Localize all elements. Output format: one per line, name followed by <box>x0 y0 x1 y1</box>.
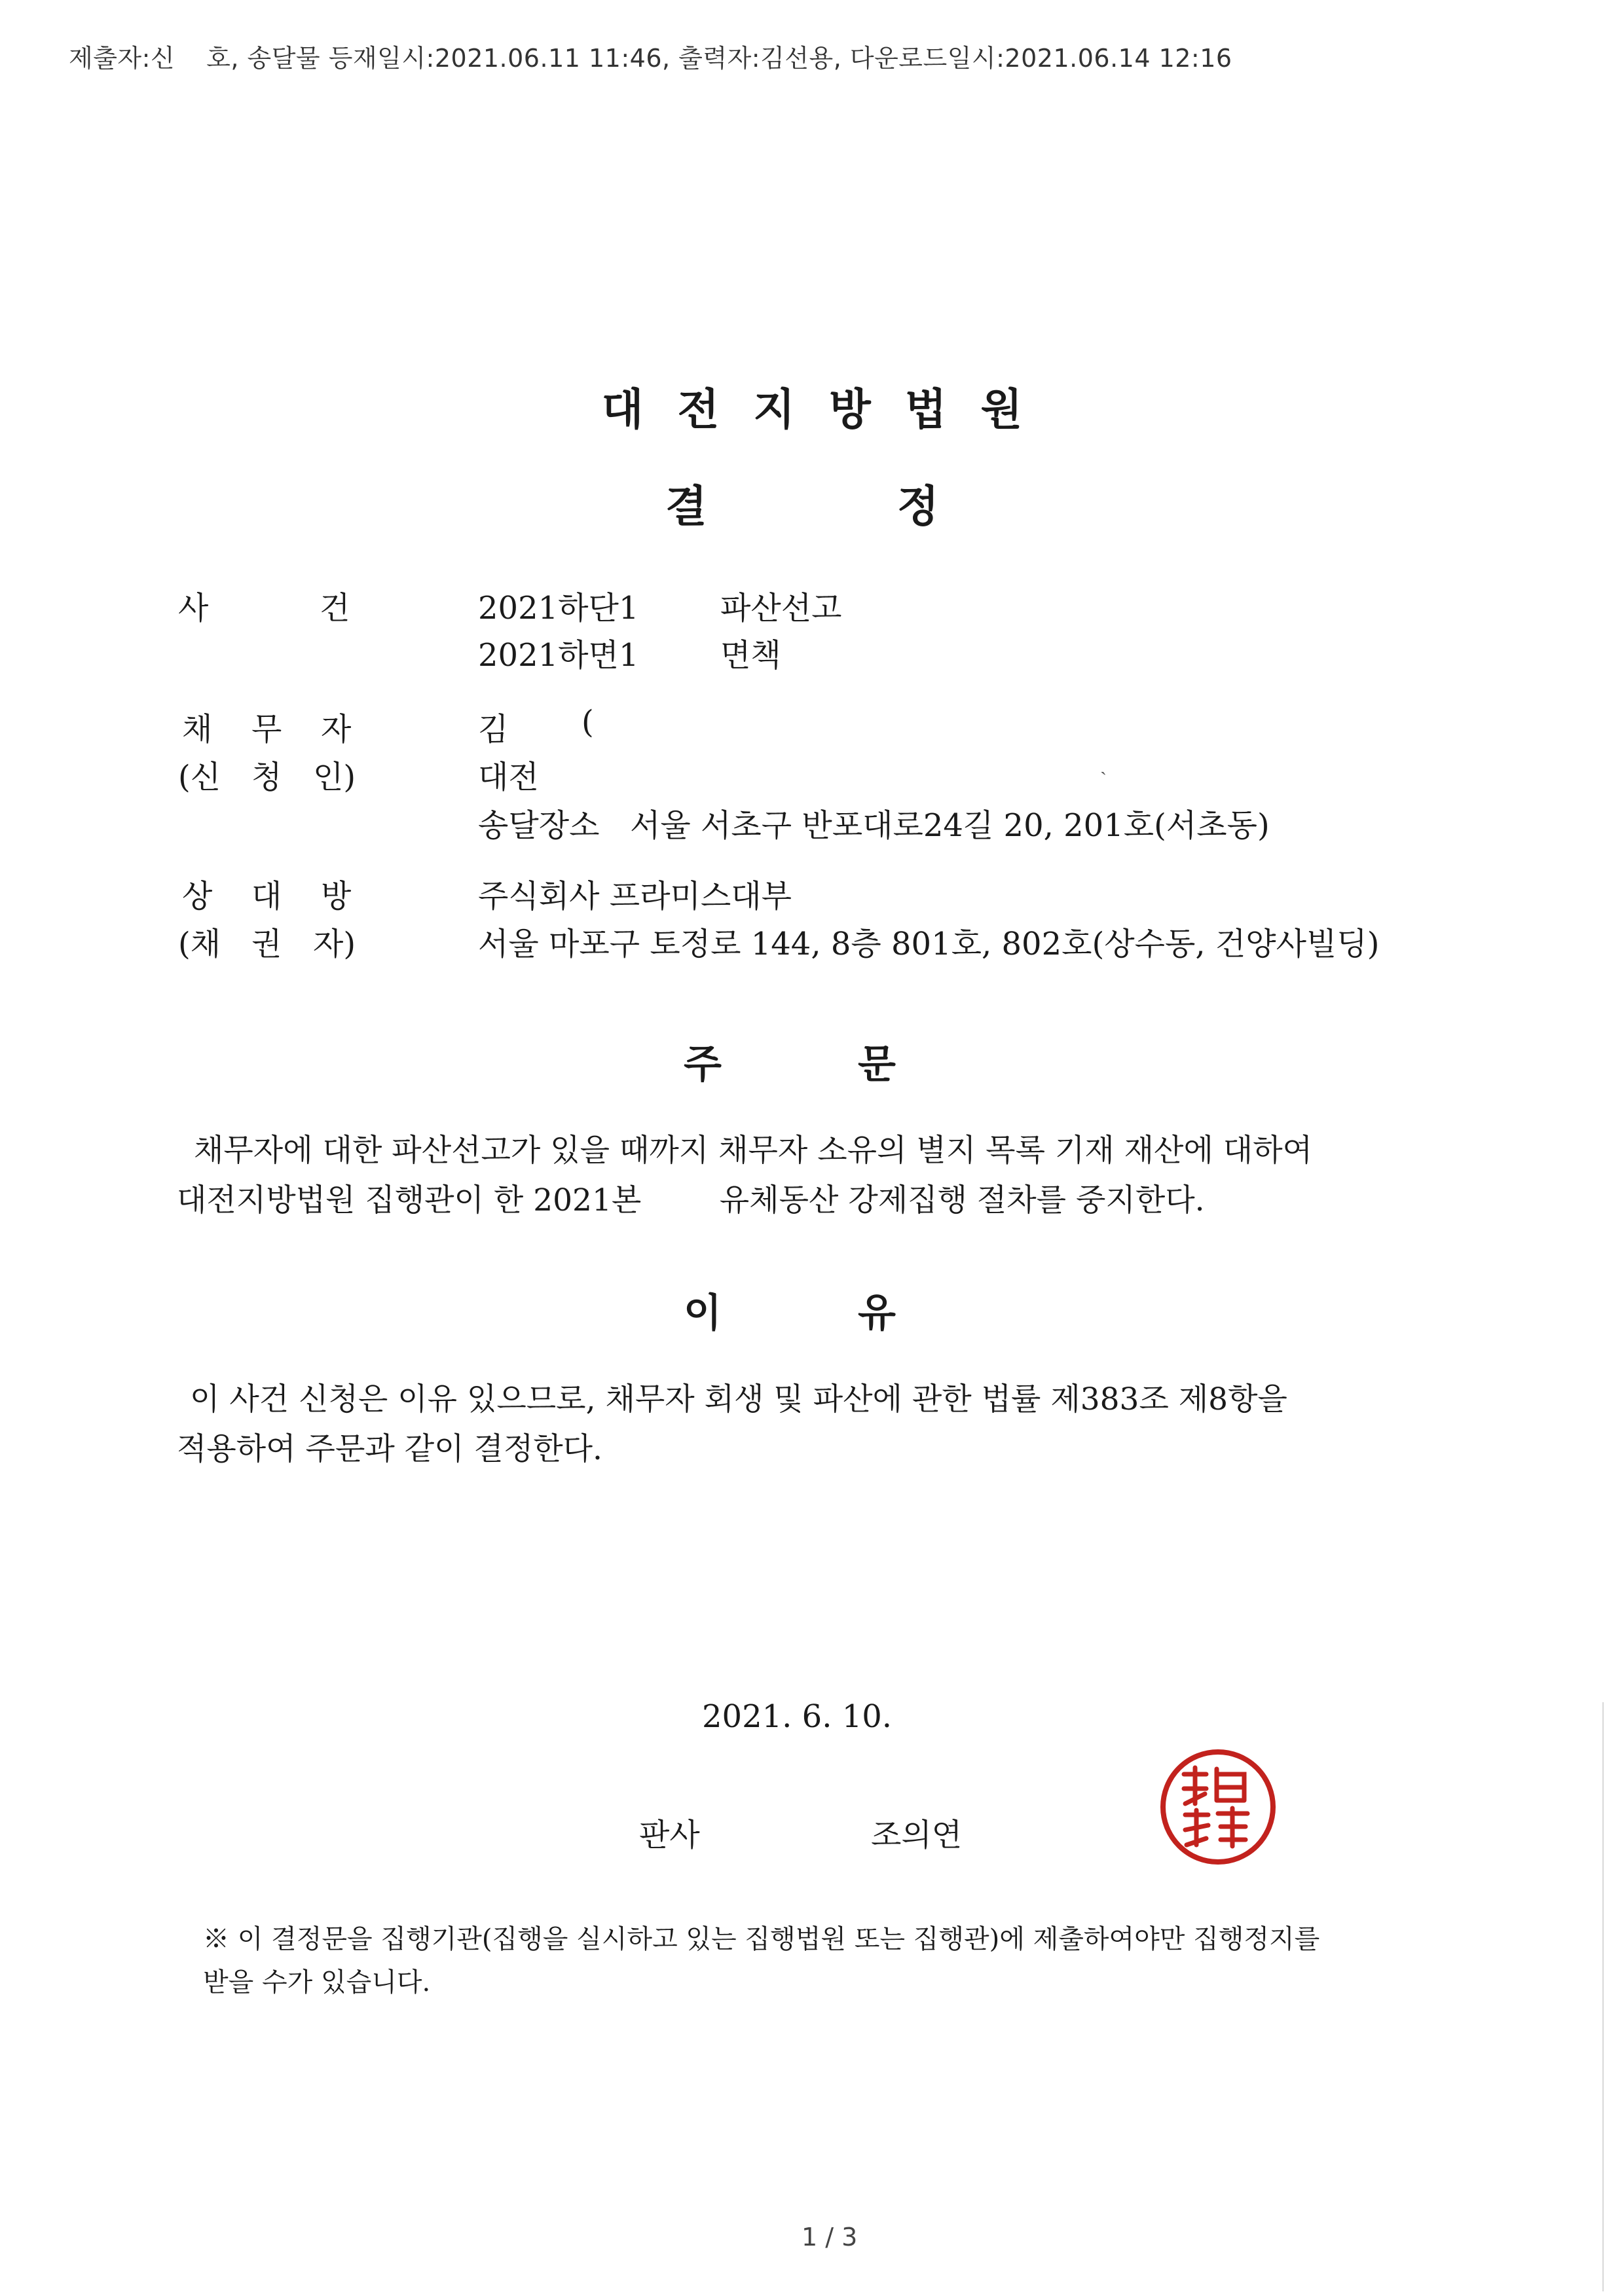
print-header <box>69 38 1232 74</box>
debtor-sublabel-2: 청 <box>251 759 282 795</box>
opponent-sublabel-3: 자) <box>313 926 356 962</box>
print-header-text: 호, 송달물 등재일시:2021.06.11 11:46, 출력자:김선용, 다운로드일시:2021.06.14 12:16 <box>206 44 1232 73</box>
case-number-1: 2021하단1 <box>478 590 639 627</box>
order-line-1: 채무자에 대한 파산선고가 있을 때까지 채무자 소유의 별지 목록 기재 재산에 대하여 <box>194 1133 1313 1169</box>
debtor-sublabel-3: 인) <box>313 759 356 795</box>
case-label-left: 사 <box>178 590 209 627</box>
reason-line-1: 이 사건 신청은 이유 있으므로, 채무자 회생 및 파산에 관한 법률 제383조 제8항을 <box>190 1381 1287 1417</box>
decision-date: 2021. 6. 10. <box>702 1698 893 1735</box>
scan-edge-line <box>1602 1702 1604 2291</box>
order-heading-left: 주 <box>684 1042 722 1087</box>
note-line-2: 받을 수가 있습니다. <box>203 1967 431 1997</box>
court-name: 대전지방법원 <box>601 384 1057 435</box>
opponent-label-1: 상 <box>182 878 213 915</box>
opponent-address: 서울 마포구 토정로 144, 8층 801호, 802호(상수동, 건양사빌딩) <box>478 926 1380 962</box>
opponent-sublabel-1: (채 <box>178 926 221 962</box>
case-label-right: 건 <box>320 590 350 627</box>
opponent-label-2: 대 <box>251 878 282 915</box>
case-title-1: 파산선고 <box>720 590 842 627</box>
service-address: 서울 서초구 반포대로24길 20, 201호(서초동) <box>630 807 1270 844</box>
case-number-2: 2021하면1 <box>478 637 639 674</box>
decision-title-left: 결 <box>665 481 707 532</box>
print-header-submitter: 제출자:신 <box>69 44 175 73</box>
debtor-label-3: 자 <box>321 711 352 748</box>
debtor-address-mark: ˎ <box>1100 753 1107 776</box>
debtor-label-1: 채 <box>182 711 213 748</box>
debtor-sublabel-1: (신 <box>178 759 221 795</box>
decision-title-right: 정 <box>897 481 939 532</box>
opponent-sublabel-2: 권 <box>251 926 282 962</box>
note-line-1: ※ 이 결정문을 집행기관(집행을 실시하고 있는 집행법원 또는 집행관)에 제출하여야만 집행정지를 <box>203 1924 1320 1954</box>
order-line-2: 대전지방법원 집행관이 한 2021본 유체동산 강제집행 절차를 중지한다. <box>177 1182 1205 1218</box>
reason-heading-right: 유 <box>858 1290 896 1336</box>
order-heading-right: 문 <box>858 1042 896 1087</box>
debtor-label-2: 무 <box>251 711 282 748</box>
reason-line-2: 적용하여 주문과 같이 결정한다. <box>177 1431 602 1467</box>
debtor-address: 대전 <box>478 759 539 795</box>
case-title-2: 면책 <box>720 637 781 674</box>
reason-heading-left: 이 <box>684 1290 722 1336</box>
judge-seal-icon <box>1160 1749 1276 1865</box>
opponent-name: 주식회사 프라미스대부 <box>478 878 792 915</box>
service-label: 송달장소 <box>478 807 600 844</box>
debtor-name: 김 <box>478 711 509 748</box>
debtor-paren: ( <box>581 704 594 740</box>
page-number: 1 / 3 <box>802 2223 858 2251</box>
opponent-label-3: 방 <box>321 878 352 915</box>
judge-name: 조의연 <box>871 1817 963 1853</box>
judge-title: 판사 <box>639 1817 700 1853</box>
